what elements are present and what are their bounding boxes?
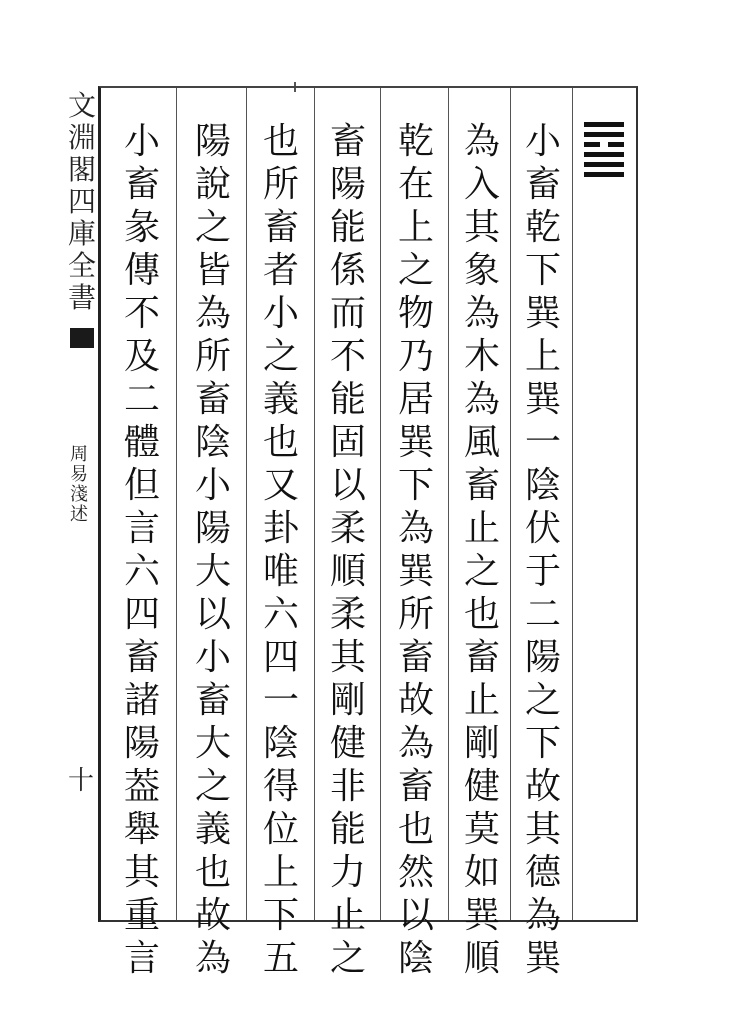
hexagram-symbol <box>584 122 624 182</box>
text-char: 大 <box>194 551 231 592</box>
text-char: 五 <box>262 938 299 979</box>
text-char: 柔 <box>329 594 366 635</box>
text-char: 畜 <box>123 637 160 678</box>
text-column-3 <box>390 120 442 980</box>
text-char: 所 <box>397 594 434 635</box>
hexagram-solid-line <box>584 152 624 157</box>
text-char: 之 <box>397 250 434 291</box>
text-char: 所 <box>262 164 299 205</box>
text-char: 小 <box>123 121 160 162</box>
text-char: 其 <box>123 852 160 893</box>
text-char: 得 <box>262 766 299 807</box>
text-char: 以 <box>397 895 434 936</box>
margin-title-char: 書 <box>67 281 96 314</box>
text-char: 巽 <box>524 938 561 979</box>
text-char: 其 <box>329 637 366 678</box>
text-char: 不 <box>329 336 366 377</box>
margin-title-char: 淵 <box>67 121 96 154</box>
margin-title-char: 庫 <box>67 217 96 250</box>
column-rule <box>380 88 381 920</box>
margin-title <box>66 90 98 358</box>
text-char: 止 <box>463 508 500 549</box>
text-char: 二 <box>524 594 561 635</box>
text-char: 所 <box>194 336 231 377</box>
text-column-2 <box>456 120 508 980</box>
text-char: 也 <box>262 121 299 162</box>
column-rule <box>246 88 247 920</box>
text-char: 也 <box>262 422 299 463</box>
text-char: 莫 <box>463 809 500 850</box>
text-char: 傳 <box>123 250 160 291</box>
column-rule <box>572 88 573 920</box>
text-char: 之 <box>262 336 299 377</box>
text-char: 陰 <box>194 422 231 463</box>
text-char: 其 <box>524 809 561 850</box>
text-char: 下 <box>397 465 434 506</box>
text-char: 大 <box>194 723 231 764</box>
text-char: 畜 <box>463 637 500 678</box>
text-char: 巽 <box>524 379 561 420</box>
text-char: 言 <box>123 508 160 549</box>
text-char: 上 <box>262 852 299 893</box>
text-char: 二 <box>123 379 160 420</box>
text-char: 之 <box>524 680 561 721</box>
text-char: 體 <box>123 422 160 463</box>
text-char: 為 <box>463 293 500 334</box>
margin-book-title <box>70 445 88 525</box>
hexagram-broken-line <box>608 142 624 147</box>
text-char: 說 <box>194 164 231 205</box>
text-char: 以 <box>329 465 366 506</box>
text-char: 也 <box>463 594 500 635</box>
column-rule <box>448 88 449 920</box>
text-char: 但 <box>123 465 160 506</box>
text-char: 卦 <box>262 508 299 549</box>
text-char: 者 <box>262 250 299 291</box>
text-char: 故 <box>194 895 231 936</box>
text-char: 為 <box>194 293 231 334</box>
text-char: 位 <box>262 809 299 850</box>
margin-book-char: 淺 <box>70 484 88 505</box>
page-number: 十 <box>68 766 95 796</box>
text-char: 六 <box>262 594 299 635</box>
text-char: 畜 <box>397 766 434 807</box>
text-char: 畜 <box>524 164 561 205</box>
text-char: 畜 <box>194 379 231 420</box>
text-char: 力 <box>329 852 366 893</box>
text-column-7 <box>116 120 168 980</box>
column-rule <box>510 88 511 920</box>
text-char: 于 <box>524 551 561 592</box>
text-char: 之 <box>194 207 231 248</box>
text-column-6 <box>187 120 239 980</box>
text-char: 剛 <box>329 680 366 721</box>
margin-book-char: 易 <box>70 464 88 485</box>
text-char: 陰 <box>397 938 434 979</box>
text-column-1 <box>517 120 569 980</box>
text-char: 義 <box>262 379 299 420</box>
text-char: 巽 <box>463 895 500 936</box>
text-char: 畜 <box>123 164 160 205</box>
text-char: 陰 <box>262 723 299 764</box>
text-char: 巽 <box>524 293 561 334</box>
text-char: 陽 <box>524 637 561 678</box>
text-char: 然 <box>397 852 434 893</box>
text-char: 皆 <box>194 250 231 291</box>
text-char: 其 <box>463 207 500 248</box>
hexagram-solid-line <box>584 132 624 137</box>
text-char: 也 <box>397 809 434 850</box>
margin-title-char: 文 <box>67 89 96 122</box>
text-char: 德 <box>524 852 561 893</box>
text-char: 為 <box>524 895 561 936</box>
text-char: 在 <box>397 164 434 205</box>
text-char: 彖 <box>123 207 160 248</box>
text-char: 柔 <box>329 508 366 549</box>
text-char: 陽 <box>194 121 231 162</box>
text-char: 剛 <box>463 723 500 764</box>
margin-title-char: 閣 <box>67 153 96 186</box>
text-char: 畜 <box>463 465 500 506</box>
text-char: 陽 <box>194 508 231 549</box>
text-char: 木 <box>463 336 500 377</box>
hexagram-broken-line <box>584 142 600 147</box>
text-char: 物 <box>397 293 434 334</box>
text-char: 乾 <box>524 207 561 248</box>
text-char: 順 <box>463 938 500 979</box>
text-char: 畜 <box>194 680 231 721</box>
text-char: 健 <box>463 766 500 807</box>
text-char: 舉 <box>123 809 160 850</box>
text-char: 非 <box>329 766 366 807</box>
text-char: 能 <box>329 809 366 850</box>
text-char: 象 <box>463 250 500 291</box>
text-char: 為 <box>397 723 434 764</box>
text-char: 諸 <box>123 680 160 721</box>
text-char: 乾 <box>397 121 434 162</box>
text-char: 止 <box>463 680 500 721</box>
margin-book-char: 述 <box>70 504 88 525</box>
margin-title-char: 全 <box>67 249 96 282</box>
text-char: 居 <box>397 379 434 420</box>
text-char: 也 <box>194 852 231 893</box>
margin-book-char: 周 <box>70 444 88 465</box>
text-char: 故 <box>524 766 561 807</box>
text-char: 而 <box>329 293 366 334</box>
text-char: 不 <box>123 293 160 334</box>
text-char: 故 <box>397 680 434 721</box>
text-char: 言 <box>123 938 160 979</box>
margin-title-char: 四 <box>67 185 96 218</box>
text-char: 之 <box>463 551 500 592</box>
text-char: 伏 <box>524 508 561 549</box>
text-char: 乃 <box>397 336 434 377</box>
text-char: 止 <box>329 895 366 936</box>
text-char: 小 <box>524 121 561 162</box>
text-char: 畜 <box>397 637 434 678</box>
hexagram-solid-line <box>584 122 624 127</box>
text-char: 下 <box>262 895 299 936</box>
text-char: 之 <box>194 766 231 807</box>
text-char: 為 <box>463 121 500 162</box>
text-char: 以 <box>194 594 231 635</box>
text-char: 風 <box>463 422 500 463</box>
text-char: 一 <box>262 680 299 721</box>
text-char: 葢 <box>123 766 160 807</box>
fishtail-block-mark <box>70 328 94 348</box>
text-char: 六 <box>123 551 160 592</box>
text-char: 為 <box>194 938 231 979</box>
text-char: 小 <box>194 465 231 506</box>
text-char: 陽 <box>123 723 160 764</box>
text-char: 健 <box>329 723 366 764</box>
text-char: 陽 <box>329 164 366 205</box>
text-char: 畜 <box>262 207 299 248</box>
text-column-5 <box>255 120 307 980</box>
text-char: 能 <box>329 207 366 248</box>
text-char: 畜 <box>329 121 366 162</box>
text-char: 四 <box>262 637 299 678</box>
text-char: 一 <box>524 422 561 463</box>
text-char: 唯 <box>262 551 299 592</box>
column-rule <box>314 88 315 920</box>
text-char: 入 <box>463 164 500 205</box>
text-char: 小 <box>194 637 231 678</box>
text-char: 固 <box>329 422 366 463</box>
text-char: 為 <box>463 379 500 420</box>
text-char: 又 <box>262 465 299 506</box>
hexagram-solid-line <box>584 162 624 167</box>
text-char: 係 <box>329 250 366 291</box>
text-char: 及 <box>123 336 160 377</box>
text-char: 如 <box>463 852 500 893</box>
text-char: 重 <box>123 895 160 936</box>
hexagram-solid-line <box>584 172 624 177</box>
text-char: 下 <box>524 250 561 291</box>
text-char: 下 <box>524 723 561 764</box>
text-char: 之 <box>329 938 366 979</box>
text-char: 小 <box>262 293 299 334</box>
text-char: 為 <box>397 508 434 549</box>
text-char: 上 <box>397 207 434 248</box>
text-char: 上 <box>524 336 561 377</box>
text-char: 陰 <box>524 465 561 506</box>
text-char: 巽 <box>397 422 434 463</box>
text-char: 義 <box>194 809 231 850</box>
text-char: 巽 <box>397 551 434 592</box>
text-char: 四 <box>123 594 160 635</box>
text-char: 順 <box>329 551 366 592</box>
text-column-4 <box>322 120 374 980</box>
text-char: 能 <box>329 379 366 420</box>
column-rule <box>176 88 177 920</box>
